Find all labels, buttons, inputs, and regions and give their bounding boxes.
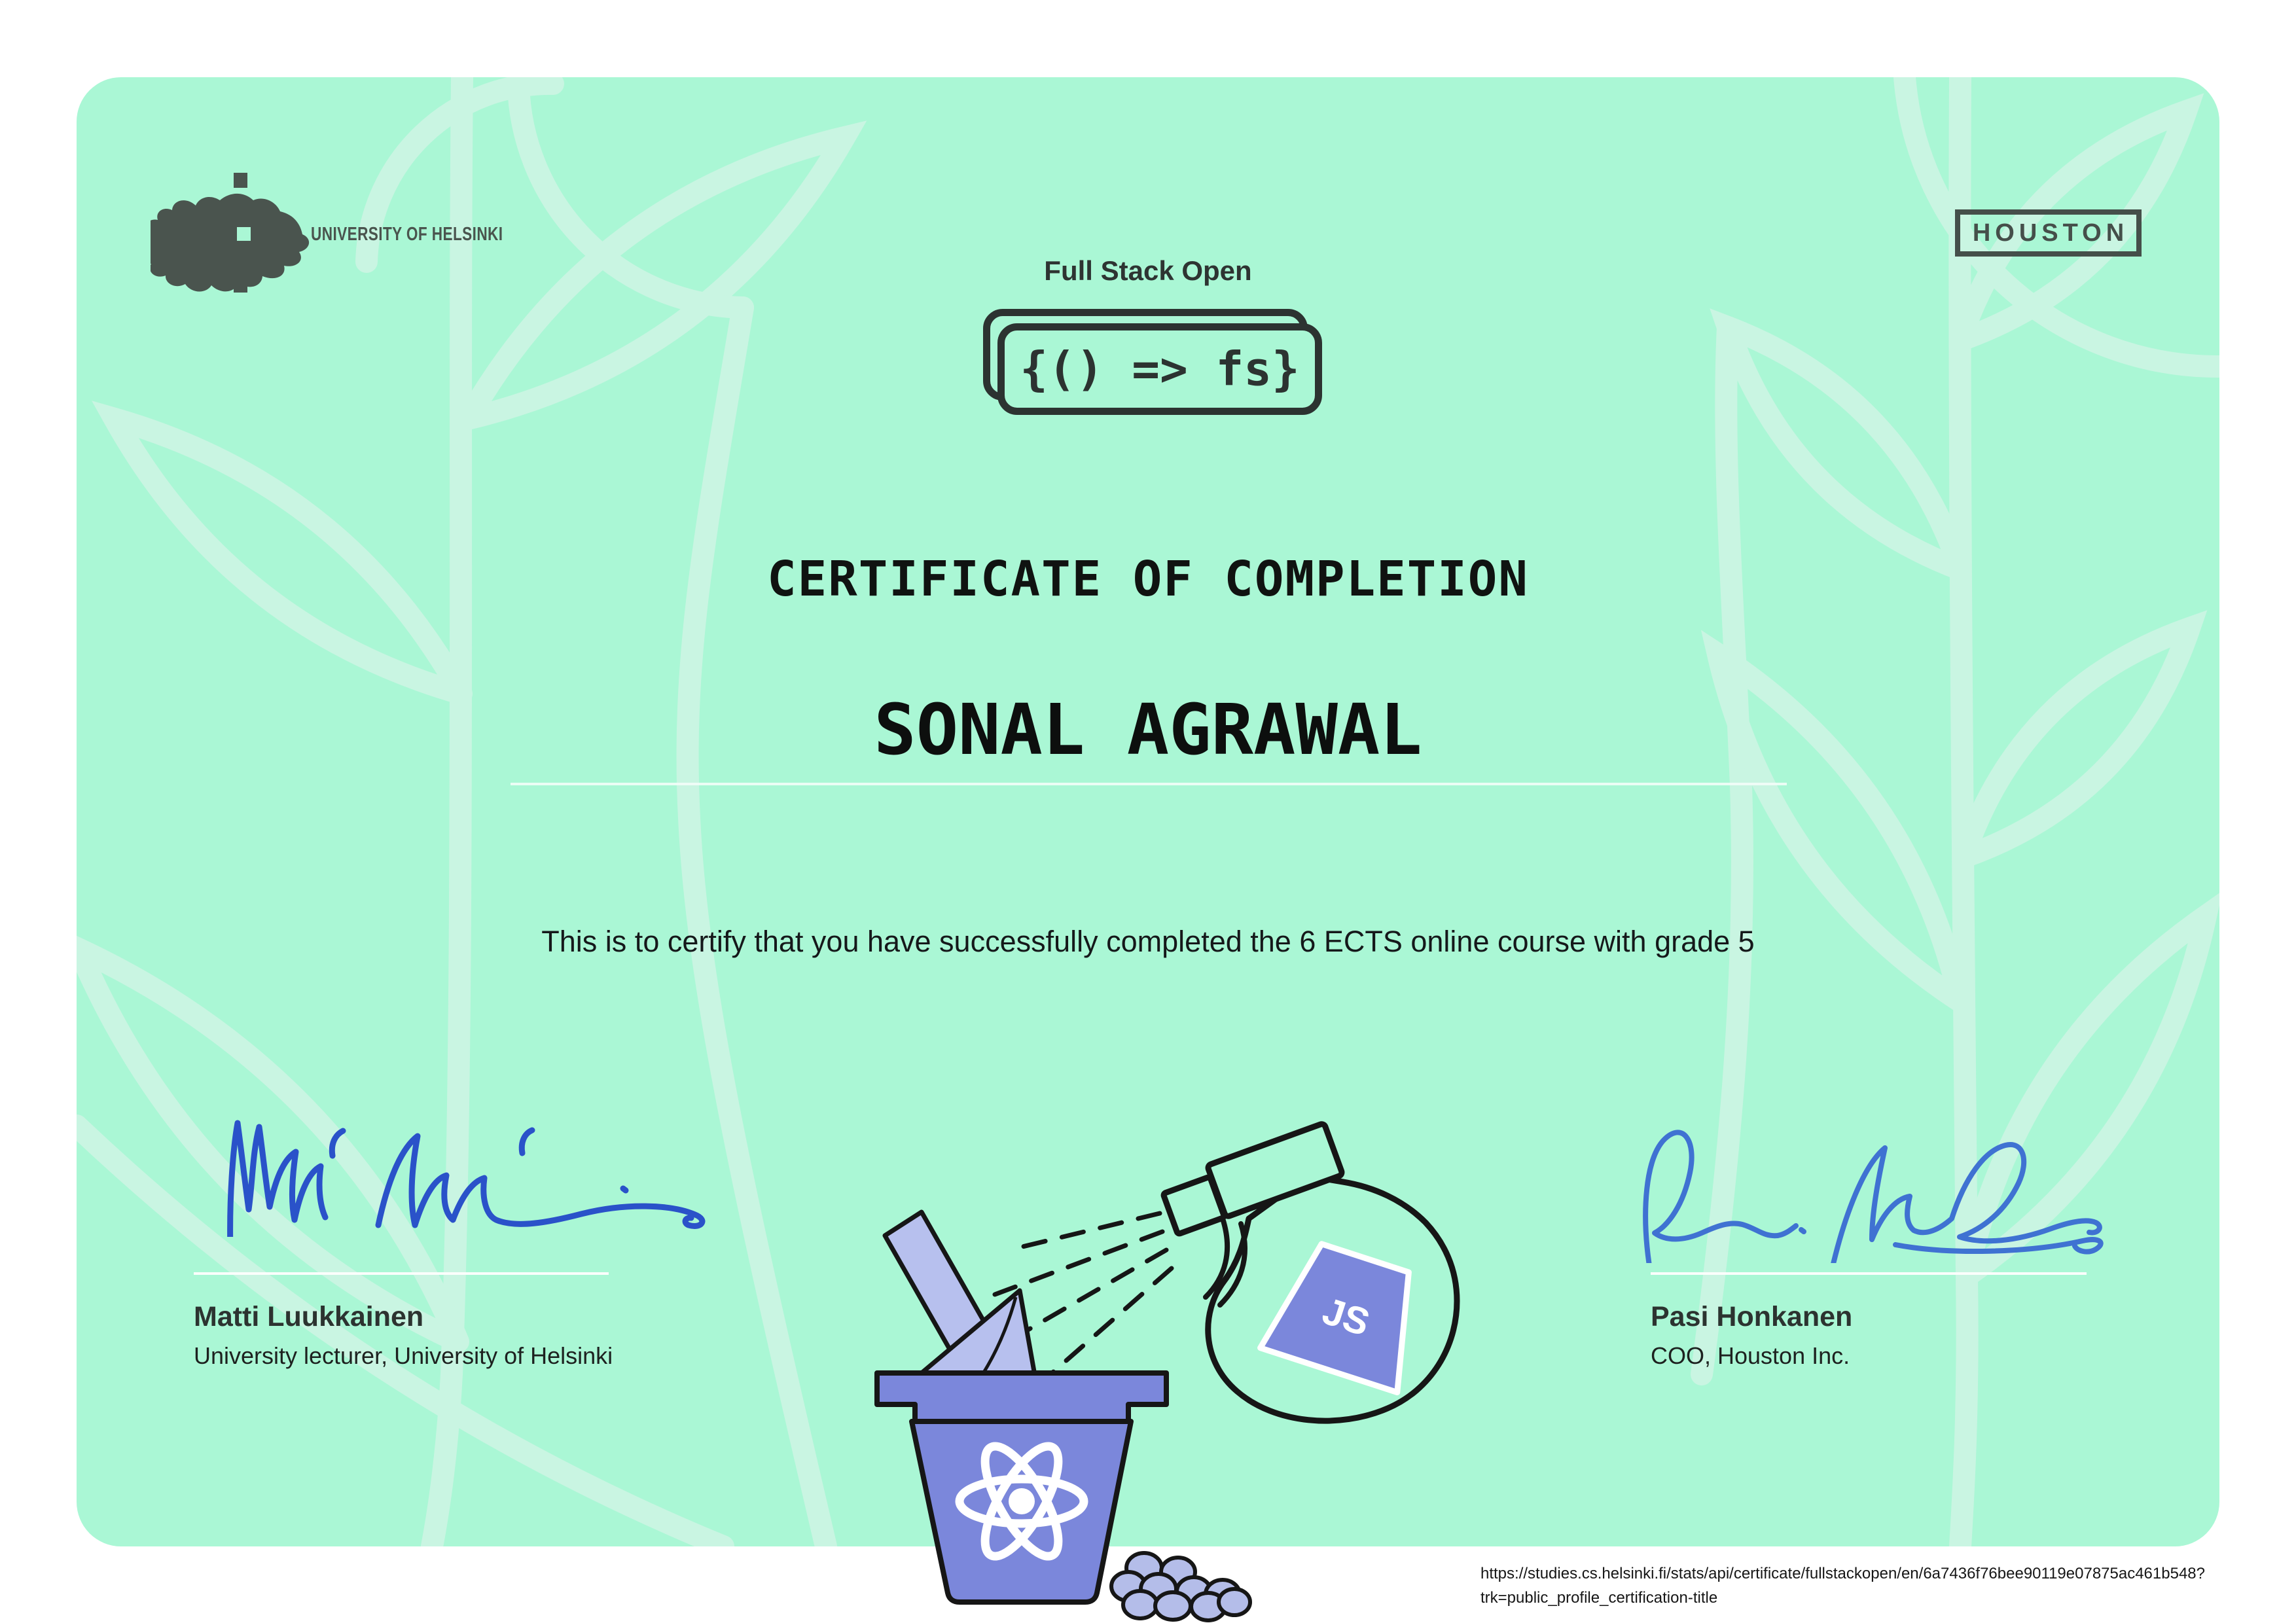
certificate-url-line2: trk=public_profile_certification-title [1480,1589,1718,1607]
signer-name-left: Matti Luukkainen [194,1301,424,1332]
houston-logo [1955,209,2142,257]
flower-pot [877,1373,1166,1602]
plant-pot-illustration [851,1080,1525,1623]
signature-line-right [1651,1272,2087,1275]
signer-name-right: Pasi Honkanen [1651,1301,1853,1332]
certificate-url-line1: https://studies.cs.helsinki.fi/stats/api/certificate/fullstackopen/en/6a7436f76bee90119e07875ac461b548? [1480,1565,2205,1582]
university-logo-label: UNIVERSITY OF HELSINKI [311,224,503,245]
fullstackopen-logo [983,309,1323,416]
seed-pebbles [1111,1553,1250,1620]
houston-logo-label: HOUSTON [1972,219,2129,247]
recipient-underline [511,783,1787,785]
js-spray-bottle [1163,1123,1457,1421]
certificate-url [1480,1561,2205,1610]
helsinki-flame-icon [151,164,321,301]
certificate-statement: This is to certify that you have successfully completed the 6 ECTS online course with grade 5 [541,925,1755,958]
js-label: JS [1317,1289,1375,1345]
logo-code-text: {() => fs} [1020,342,1300,397]
signature-matti-luukkainen [216,1106,713,1237]
certificate-title: CERTIFICATE OF COMPLETION [767,551,1529,607]
course-label: Full Stack Open [1044,255,1252,286]
signature-line-left [194,1272,609,1275]
signer-role-right: COO, Houston Inc. [1651,1342,1850,1369]
signature-pasi-honkanen [1630,1113,2127,1263]
signer-role-left: University lecturer, University of Helsinki [194,1342,613,1369]
recipient-name: SONAL AGRAWAL [874,690,1422,771]
